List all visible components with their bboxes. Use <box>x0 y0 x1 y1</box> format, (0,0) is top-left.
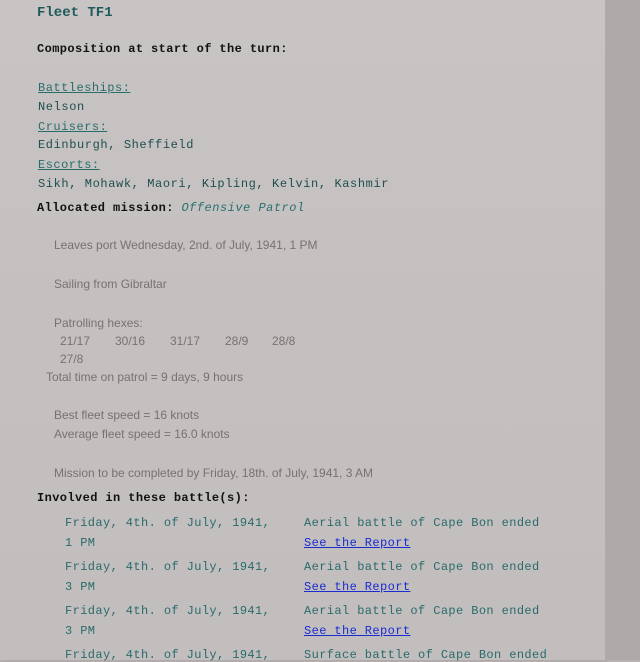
mission-completion-text: Mission to be completed by Friday, 18th. of July, 1941, 3 AM <box>54 466 374 480</box>
hex-item: 28/9 <box>225 334 249 348</box>
mission-value: Offensive Patrol <box>181 201 305 215</box>
battle-description: Aerial battle of Cape Bon ended <box>304 516 540 530</box>
total-patrol-time: Total time on patrol = 9 days, 9 hours <box>46 370 244 384</box>
battle-description: Aerial battle of Cape Bon ended <box>304 560 540 574</box>
see-report-link[interactable]: See the Report <box>304 624 411 638</box>
hex-item: 27/8 <box>60 352 84 366</box>
battle-date: Friday, 4th. of July, 1941, <box>65 604 271 618</box>
battle-description: Aerial battle of Cape Bon ended <box>304 604 540 618</box>
mission-label: Allocated mission: <box>37 201 174 215</box>
leaves-port-text: Leaves port Wednesday, 2nd. of July, 1941, 1 PM <box>54 238 318 252</box>
battleships-label: Battleships: <box>38 81 131 95</box>
average-fleet-speed: Average fleet speed = 16.0 knots <box>54 427 230 441</box>
fleet-title: Fleet TF1 <box>37 5 113 21</box>
cruisers-list: Edinburgh, Sheffield <box>38 138 195 152</box>
sailing-from-text: Sailing from Gibraltar <box>54 277 167 291</box>
composition-heading: Composition at start of the turn: <box>37 42 288 56</box>
battle-date: Friday, 4th. of July, 1941, <box>65 516 271 530</box>
escorts-label: Escorts: <box>38 158 100 172</box>
hex-item: 21/17 <box>60 334 91 348</box>
see-report-link[interactable]: See the Report <box>304 580 411 594</box>
battles-heading: Involved in these battle(s): <box>37 491 250 505</box>
battle-date: Friday, 4th. of July, 1941, <box>65 560 271 574</box>
battleships-list: Nelson <box>38 100 85 114</box>
best-fleet-speed: Best fleet speed = 16 knots <box>54 408 200 422</box>
hex-item: 28/8 <box>272 334 296 348</box>
cruisers-label: Cruisers: <box>38 120 108 134</box>
battle-time: 3 PM <box>65 580 96 594</box>
patrolling-hexes-label: Patrolling hexes: <box>54 316 143 330</box>
see-report-link[interactable]: See the Report <box>304 536 411 550</box>
hex-item: 30/16 <box>115 334 146 348</box>
battle-time: 1 PM <box>65 536 96 550</box>
battle-time: 3 PM <box>65 624 96 638</box>
battle-date: Friday, 4th. of July, 1941, <box>65 648 271 662</box>
escorts-list: Sikh, Mohawk, Maori, Kipling, Kelvin, Kashmir <box>38 177 390 191</box>
battle-description: Surface battle of Cape Bon ended <box>304 648 548 662</box>
window-margin <box>605 0 640 660</box>
hex-item: 31/17 <box>170 334 201 348</box>
mission-line <box>37 201 305 215</box>
